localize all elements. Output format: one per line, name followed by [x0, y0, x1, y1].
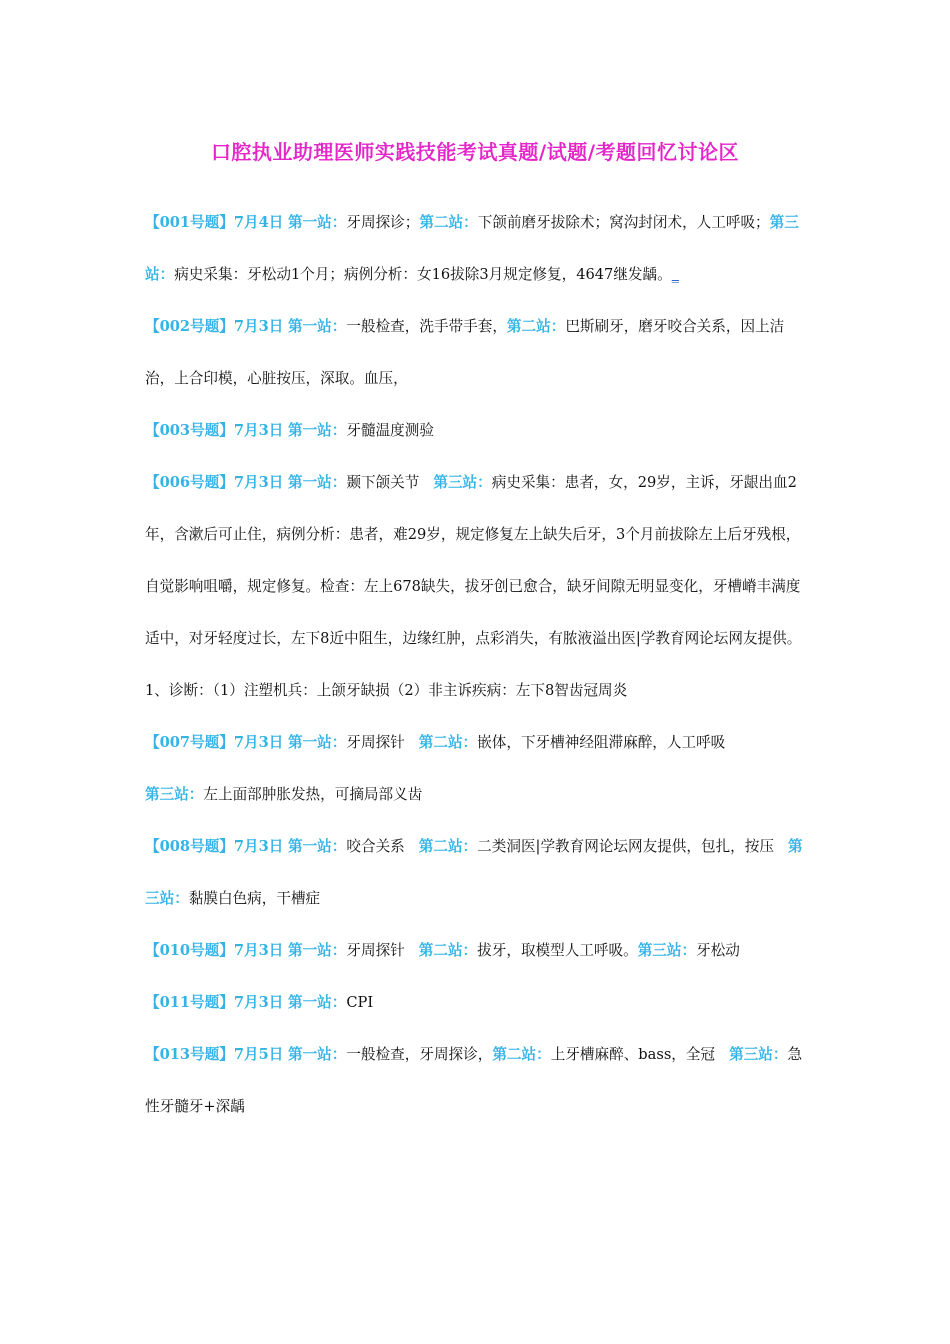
entry-003: [145, 405, 810, 457]
station-1-label: 第一站：: [287, 474, 347, 491]
entry-tag: 【013号题】7月5日: [145, 1046, 284, 1063]
station-2-label: 第二站：: [418, 734, 478, 751]
station-1-text: 颞下颌关节: [346, 474, 420, 491]
station-2-label: 第二站：: [419, 214, 478, 231]
station-1-label: 第一站：: [287, 1046, 347, 1063]
entry-tag: 【011号题】7月3日: [145, 994, 284, 1011]
station-2-text: 拔牙，取模型人工呼吸。: [477, 942, 638, 959]
station-3-text: 病史采集：患者，女，29岁，主诉，牙龈出血2年，含漱后可止住，病例分析：患者，难29岁，规定修复左上缺失后牙，3个月前拔除左上后牙残根，自觉影响咀嚼，规定修复。检查：左上678缺失，拔牙创已愈合，缺牙间隙无明显变化，牙槽嵴丰满度适中，对牙轻度过长，左下8近中阻生，边缘红肿，点彩消失，有脓液溢出医|学教育网论坛网友提供。1、诊断：（1）注塑机兵：上颌牙缺损（2）非主诉疾病：左下8智齿冠周炎: [145, 474, 802, 699]
station-3-text: 黏膜白色病，干槽症: [188, 890, 321, 907]
station-2-label: 第二站：: [506, 318, 566, 335]
station-1-label: 第一站：: [287, 994, 347, 1011]
entry-list: [145, 197, 810, 1133]
station-3-label: 第三站：: [145, 786, 204, 803]
station-1-text: CPI: [346, 994, 374, 1011]
station-2-text: 巴斯刷牙，磨牙咬合关系，因上洁治，上合印模，心脏按压，深取。血压，: [145, 318, 785, 387]
station-2-text: 嵌体，下牙槽神经阻滞麻醉，人工呼吸: [477, 734, 726, 751]
entry-013: [145, 1029, 810, 1133]
station-3-text: 牙松动: [696, 942, 740, 959]
station-3-label: 第三站：: [637, 942, 697, 959]
station-1-text: 牙周探诊；: [346, 214, 420, 231]
station-3-label: 第三站：: [729, 1046, 788, 1063]
station-2-text: 二类洞医|学教育网论坛网友提供，包扎，按压: [477, 838, 774, 855]
entry-011: [145, 977, 810, 1029]
entry-tag: 【001号题】7月4日: [145, 214, 284, 231]
entry-008: [145, 821, 810, 925]
station-3-text: 左上面部肿胀发热，可摘局部义齿: [203, 786, 423, 803]
station-1-text: 牙周探针: [346, 734, 405, 751]
station-3-label: 第三站：: [145, 838, 803, 907]
entry-tag: 【003号题】7月3日: [145, 422, 284, 439]
station-2-text: 上牙槽麻醉、bass，全冠: [550, 1046, 716, 1063]
entry-001: [145, 197, 810, 301]
station-1-text: 牙周探针: [346, 942, 405, 959]
page-title: 口腔执业助理医师实践技能考试真题/试题/考题回忆讨论区: [210, 140, 740, 164]
station-2-label: 第二站：: [418, 838, 478, 855]
station-1-label: 第一站：: [287, 214, 347, 231]
entry-006: [145, 457, 810, 717]
station-3-label: 第三站：: [433, 474, 492, 491]
station-1-text: 咬合关系: [346, 838, 405, 855]
station-3-text: 病史采集：牙松动1个月；病例分析：女16拔除3月规定修复，4647继发龋。: [174, 266, 672, 283]
entry-010: [145, 925, 810, 977]
station-1-label: 第一站：: [287, 942, 347, 959]
trailing-link-mark[interactable]: _: [671, 266, 680, 283]
entry-tag: 【008号题】7月3日: [145, 838, 284, 855]
station-1-text: 一般检查，牙周探诊，: [346, 1046, 493, 1063]
station-1-text: 一般检查，洗手带手套，: [346, 318, 507, 335]
station-1-label: 第一站：: [287, 318, 347, 335]
station-2-label: 第二站：: [418, 942, 478, 959]
entry-tag: 【010号题】7月3日: [145, 942, 284, 959]
station-2-text: 下颌前磨牙拔除术；窝沟封闭术，人工呼吸；: [477, 214, 770, 231]
station-2-label: 第二站：: [492, 1046, 551, 1063]
entry-tag: 【006号题】7月3日: [145, 474, 284, 491]
entry-tag: 【007号题】7月3日: [145, 734, 284, 751]
station-3-text: 急性牙髓牙+深龋: [145, 1046, 803, 1115]
station-1-label: 第一站：: [287, 422, 347, 439]
station-1-text: 牙髓温度测验: [346, 422, 434, 439]
station-1-label: 第一站：: [287, 838, 347, 855]
entry-002: [145, 301, 810, 405]
entry-007: [145, 717, 810, 821]
entry-tag: 【002号题】7月3日: [145, 318, 284, 335]
station-1-label: 第一站：: [287, 734, 347, 751]
station-3-label: 第三站：: [145, 214, 799, 283]
